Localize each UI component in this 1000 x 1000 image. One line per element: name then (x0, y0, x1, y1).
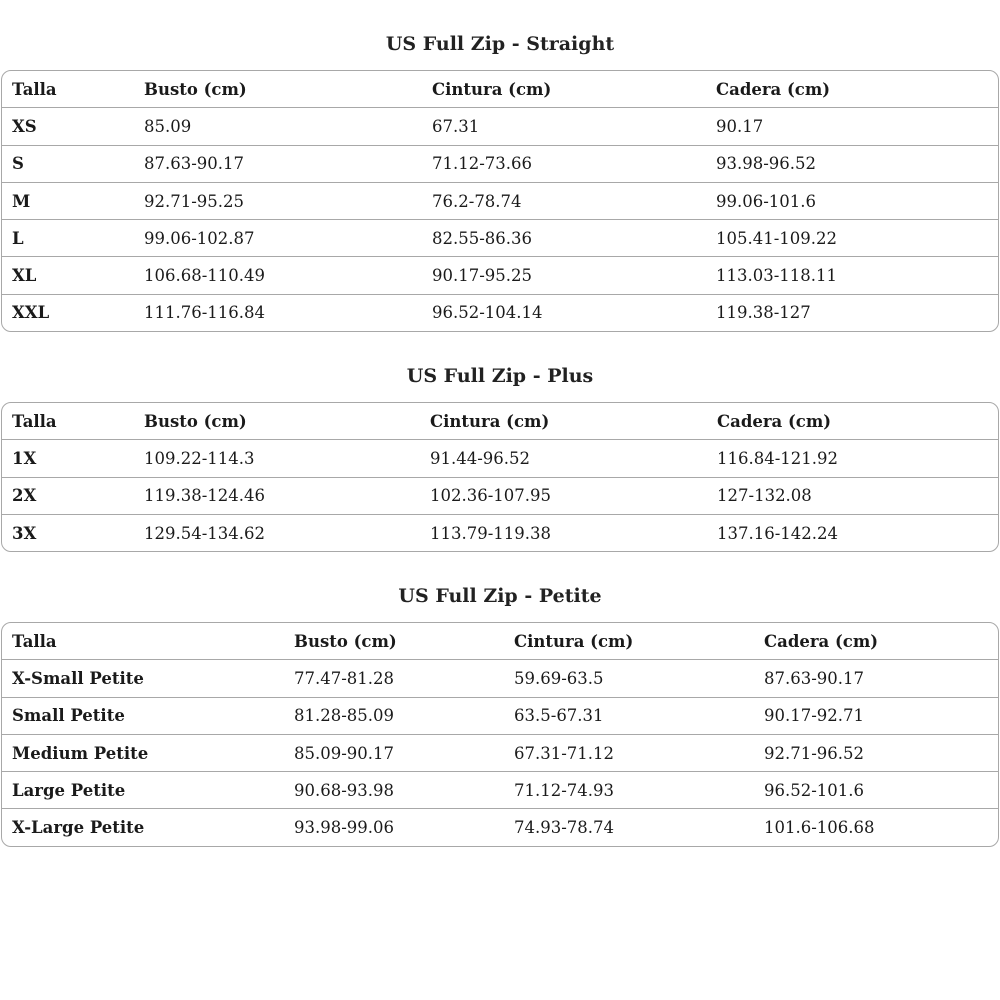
bust-cell: 119.38-124.46 (144, 486, 266, 506)
column-header-size: Talla (12, 79, 57, 99)
table-row (2, 477, 998, 514)
bust-cell: 111.76-116.84 (144, 303, 266, 323)
size-cell: Small Petite (12, 706, 125, 726)
table-header-row (2, 71, 998, 107)
table-row (2, 182, 998, 219)
table-row (2, 659, 998, 696)
hip-cell: 137.16-142.24 (717, 523, 839, 543)
hip-cell: 92.71-96.52 (764, 743, 865, 763)
waist-cell: 96.52-104.14 (432, 303, 543, 323)
bust-cell: 81.28-85.09 (294, 706, 395, 726)
hip-cell: 99.06-101.6 (716, 191, 817, 211)
size-table-plus (1, 402, 999, 552)
size-table-petite (1, 622, 999, 847)
table-title-straight: US Full Zip - Straight (385, 33, 615, 55)
size-cell: XXL (12, 303, 50, 323)
bust-cell: 129.54-134.62 (144, 523, 266, 543)
table-row (2, 697, 998, 734)
hip-cell: 127-132.08 (717, 486, 812, 506)
table-row (2, 808, 998, 845)
table-row (2, 439, 998, 476)
waist-cell: 91.44-96.52 (430, 448, 531, 468)
column-header-size: Talla (12, 631, 57, 651)
hip-cell: 113.03-118.11 (716, 266, 838, 286)
waist-cell: 67.31 (432, 116, 480, 136)
table-row (2, 514, 998, 551)
waist-cell: 67.31-71.12 (514, 743, 615, 763)
hip-cell: 105.41-109.22 (716, 228, 838, 248)
bust-cell: 77.47-81.28 (294, 668, 395, 688)
bust-cell: 106.68-110.49 (144, 266, 266, 286)
waist-cell: 63.5-67.31 (514, 706, 604, 726)
column-header-waist: Cintura (cm) (432, 79, 552, 99)
table-title-plus: US Full Zip - Plus (406, 365, 594, 387)
size-cell: 3X (12, 523, 37, 543)
bust-cell: 93.98-99.06 (294, 818, 395, 838)
waist-cell: 102.36-107.95 (430, 486, 552, 506)
size-cell: S (12, 154, 24, 174)
bust-cell: 87.63-90.17 (144, 154, 245, 174)
table-row (2, 107, 998, 144)
column-header-bust: Busto (cm) (294, 631, 397, 651)
size-cell: Large Petite (12, 780, 126, 800)
column-header-hip: Cadera (cm) (716, 79, 831, 99)
table-header-row (2, 403, 998, 439)
hip-cell: 90.17 (716, 116, 764, 136)
hip-cell: 116.84-121.92 (717, 448, 839, 468)
column-header-waist: Cintura (cm) (430, 411, 550, 431)
column-header-size: Talla (12, 411, 57, 431)
waist-cell: 71.12-74.93 (514, 780, 615, 800)
size-cell: X-Small Petite (12, 668, 144, 688)
table-title-petite: US Full Zip - Petite (398, 585, 602, 607)
column-header-bust: Busto (cm) (144, 411, 247, 431)
waist-cell: 113.79-119.38 (430, 523, 552, 543)
table-row (2, 734, 998, 771)
hip-cell: 87.63-90.17 (764, 668, 865, 688)
bust-cell: 109.22-114.3 (144, 448, 255, 468)
bust-cell: 90.68-93.98 (294, 780, 395, 800)
hip-cell: 90.17-92.71 (764, 706, 865, 726)
column-header-hip: Cadera (cm) (764, 631, 879, 651)
table-row (2, 771, 998, 808)
size-cell: Medium Petite (12, 743, 149, 763)
size-cell: 2X (12, 486, 37, 506)
hip-cell: 96.52-101.6 (764, 780, 865, 800)
table-row (2, 145, 998, 182)
table-row (2, 294, 998, 331)
bust-cell: 99.06-102.87 (144, 228, 255, 248)
table-row (2, 219, 998, 256)
hip-cell: 101.6-106.68 (764, 818, 875, 838)
waist-cell: 71.12-73.66 (432, 154, 533, 174)
size-cell: L (12, 228, 24, 248)
column-header-waist: Cintura (cm) (514, 631, 634, 651)
size-cell: X-Large Petite (12, 818, 145, 838)
waist-cell: 74.93-78.74 (514, 818, 615, 838)
bust-cell: 85.09 (144, 116, 192, 136)
waist-cell: 82.55-86.36 (432, 228, 533, 248)
hip-cell: 93.98-96.52 (716, 154, 817, 174)
hip-cell: 119.38-127 (716, 303, 811, 323)
waist-cell: 76.2-78.74 (432, 191, 522, 211)
table-header-row (2, 623, 998, 659)
size-cell: M (12, 191, 31, 211)
size-table-straight (1, 70, 999, 332)
size-cell: 1X (12, 448, 37, 468)
bust-cell: 85.09-90.17 (294, 743, 395, 763)
waist-cell: 90.17-95.25 (432, 266, 533, 286)
bust-cell: 92.71-95.25 (144, 191, 245, 211)
size-cell: XL (12, 266, 37, 286)
size-cell: XS (12, 116, 37, 136)
column-header-bust: Busto (cm) (144, 79, 247, 99)
table-row (2, 256, 998, 293)
column-header-hip: Cadera (cm) (717, 411, 832, 431)
waist-cell: 59.69-63.5 (514, 668, 604, 688)
